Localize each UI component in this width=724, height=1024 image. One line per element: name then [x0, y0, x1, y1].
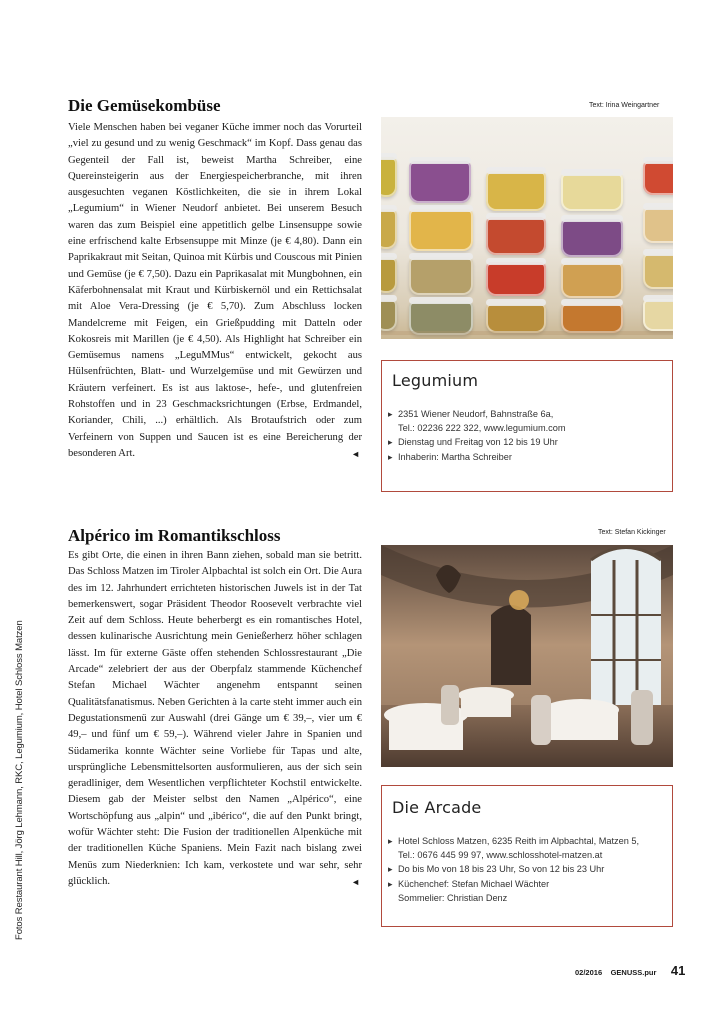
article-title-alperico: Alpérico im Romantikschloss	[68, 526, 281, 545]
photo-vegan-jars	[381, 117, 673, 339]
infobox-item: ▸ Dienstag und Freitag von 12 bis 19 Uhr	[388, 435, 664, 449]
infobox-item: ▸ Hotel Schloss Matzen, 6235 Reith im Alpbachtal, Matzen 5, Tel.: 0676 445 99 97, www.schlosshotel-matzen.at	[388, 834, 664, 862]
infobox-legumium	[381, 360, 673, 492]
article-body-gemuesekombuese: Viele Menschen haben bei veganer Küche immer noch das Vorurteil „viel zu gesund und zu wenig Geschmack“ im Kopf. Dass genau das Gegenteil der Fall ist, beweist Martha Schreiber, eine Quereinsteigerin aus der Energiespeicherbranche, mit ihren ausgesuchten veganen Köstlichkeiten, die sie in ihrem Lokal „Legumium“ in Wiener Neudorf anbietet. Bei unserem Besuch waren das zum Beispiel eine appetitlich gelbe Linsensuppe sowie eine erfrischend kalte Erbsensuppe mit Minze (je € 4,80). Dann ein Paprikakraut mit Seitan, Quinoa mit Kürbis und Couscous mit Pinien und Gemüse (je € 7,50). Dazu ein Paprikasalat mit Mungbohnen, ein Käferbohnensalat mit Kraut und Kürbiskernöl und ein Rettichsalat mit Aloe Vera-Dressing (je € 5,70). Zum Abschluss locken Mandelcreme mit Feigen, ein Grießpudding mit Datteln oder Kokosreis mit Marillen (je € 4,50). Als Highlight hat Schreiber ein Gemüsemus namens „LeguMMus“ entwickelt, gekocht aus Hülsenfrüchten, Blatt- und Wurzelgemüse und mit Gewürzen und Kräutern verfeinert. Es ist aus laktose-, hefe-, und glutenfreien Rohstoffen und in 23 Geschmacksrichtungen (Erbse, Erdmandel, Koriander, Chili, ...) erhältlich. Als Brotaufstrich oder zum Verfeinern von Suppen und Saucen ist es eine Bereicherung der besonderen Art. ◄	[68, 120, 362, 462]
infobox-item: ▸ Küchenchef: Stefan Michael Wächter Sommelier: Christian Denz	[388, 877, 664, 905]
infobox-die-arcade	[381, 785, 673, 927]
infobox-list	[388, 407, 664, 464]
infobox-item: ▸ Inhaberin: Martha Schreiber	[388, 450, 664, 464]
issue-number: 02/2016	[575, 968, 603, 977]
article-title-gemuesekombuese: Die Gemüsekombüse	[68, 96, 221, 115]
infobox-list	[388, 834, 664, 905]
infobox-title: Legumium	[392, 371, 479, 390]
photo-credit: Fotos Restaurant Hill, Jörg Lehmann, RKC, Legumium, Hotel Schloss Matzen	[14, 620, 25, 940]
text-credit-weingartner: Text: Irina Weingartner	[589, 102, 660, 109]
magazine-name: GENUSS.pur	[610, 968, 657, 977]
infobox-title: Die Arcade	[392, 798, 482, 817]
end-mark: ◄	[351, 876, 360, 887]
restaurant-illustration	[381, 545, 673, 767]
infobox-item: ▸ 2351 Wiener Neudorf, Bahnstraße 6a, Tel.: 02236 222 322, www.legumium.com	[388, 407, 664, 435]
photo-die-arcade-restaurant	[381, 545, 673, 767]
text-credit-kickinger: Text: Stefan Kickinger	[598, 529, 666, 536]
article-body-alperico: Es gibt Orte, die einen in ihren Bann ziehen, sobald man sie betritt. Das Schloss Matzen im Tiroler Alpbachtal ist solch ein Ort. Die Aura des im 12. Jahrhundert errichteten historischen Juwels ist in der Tat bemerkenswert, sogar Präsident Theodor Roosevelt verbrachte viel Zeit auf dem Schloss. Heute beherbergt es ein romantisches Hotel, dessen kulinarische Ausrichtung mein Genießerherz höher schlagen lässt. Im für externe Gäste offen stehenden Schlossrestaurant „Die Arcade“ zelebriert der aus der Oberpfalz stammende Küchenchef Stefan Michael Wächter angenehm entspannt seinen Qualitätsfanatismus. Neben Gerichten à la carte steht immer auch ein Degustationsmenü zur Auswahl (drei Gänge um € 39,–, vier um € 49,– und fünf um € 59,–). Während vieler Jahre in Spanien und Südamerika konnte Wächter seine Vorliebe für Tapas und alte, ursprüngliche Lebensmittelsorten ausformulieren, aus der sich sein geradliniger, dem Wesentlichen verpflichteter Kochstil entwickelte. Diesem gab der Meister selbst den Namen „Alpérico“, eine Wortschöpfung aus „alpin“ und „ibérico“, die auf den Punkt bringt, wofür Wächter steht: Die Fusion der traditionellen Alpenküche mit der traditionellen Küche Spaniens. Mein Fazit nach bislang zwei Menüs zum Niederknien: Ich kam, verkostete und war sehr, sehr glücklich. ◄	[68, 548, 362, 890]
end-mark: ◄	[351, 448, 360, 459]
page-number: 41	[670, 963, 686, 978]
page-footer	[575, 962, 685, 980]
infobox-item: ▸ Do bis Mo von 18 bis 23 Uhr, So von 12 bis 23 Uhr	[388, 862, 664, 876]
